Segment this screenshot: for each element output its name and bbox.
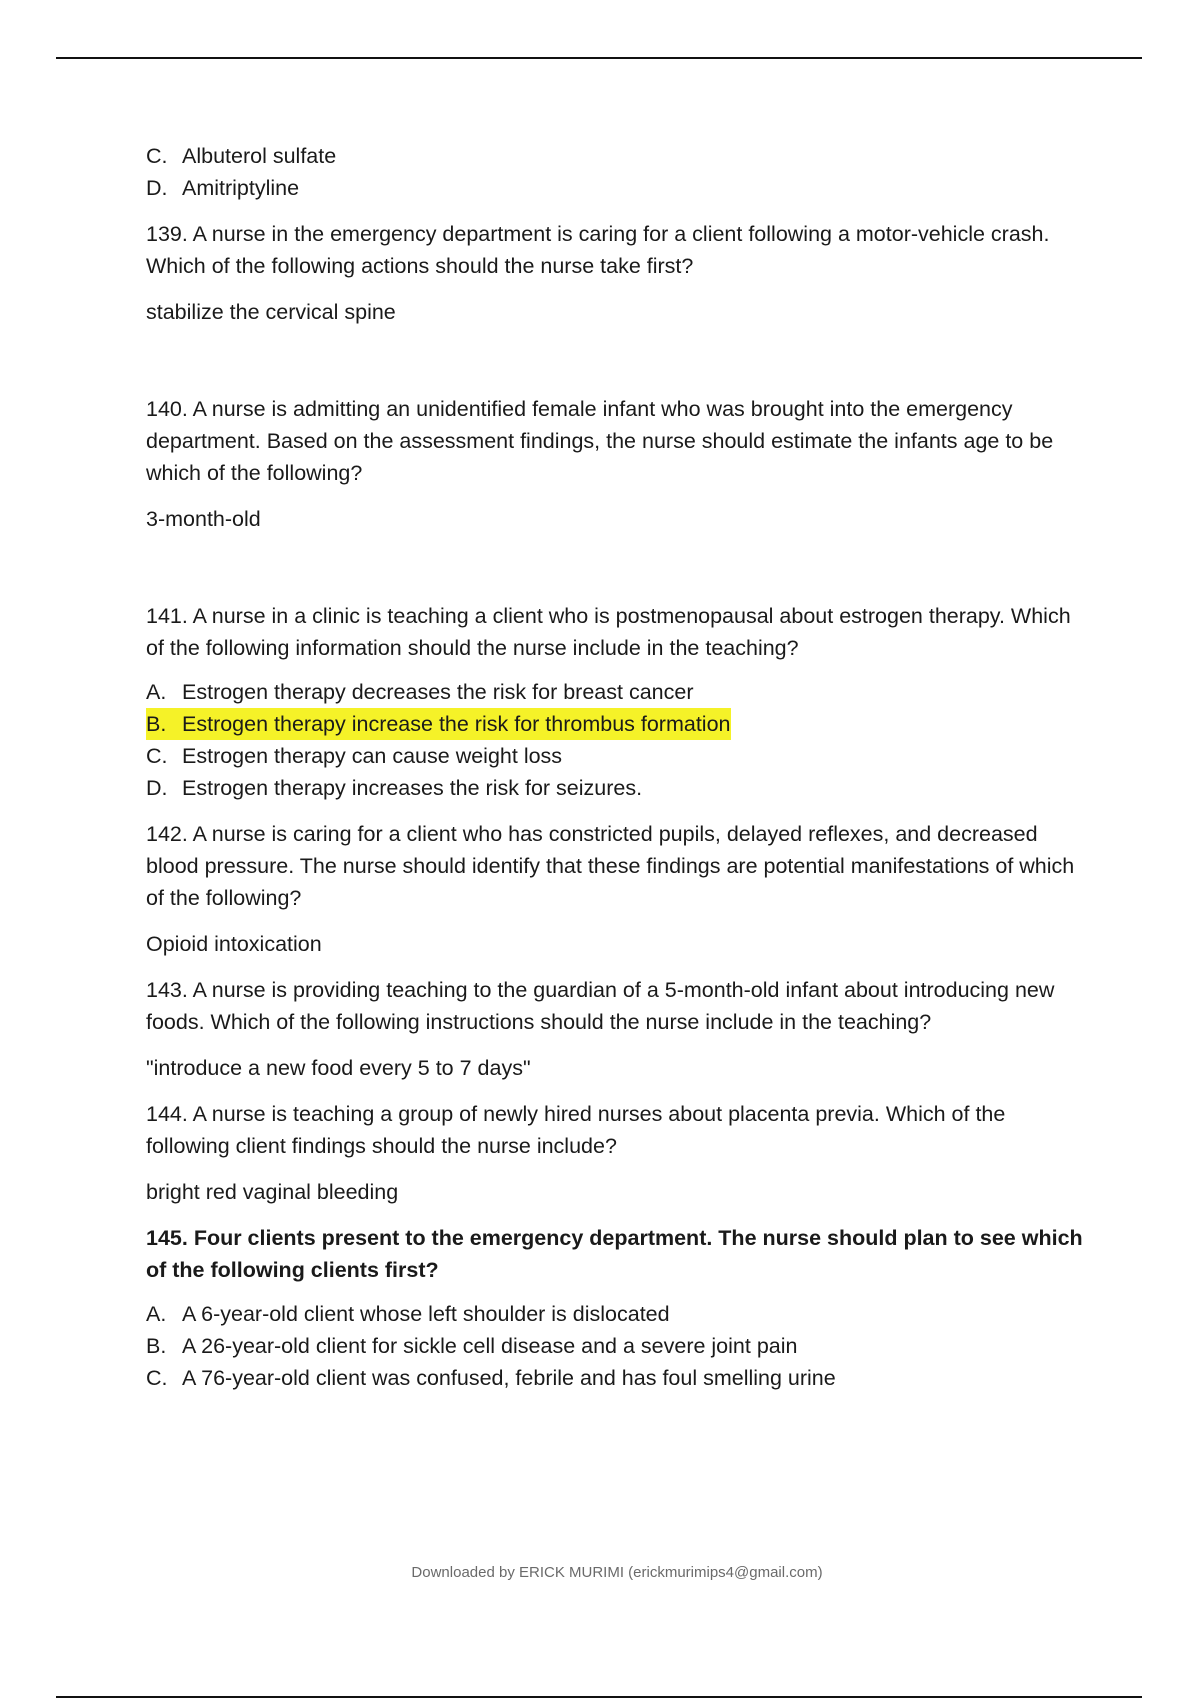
option-text: Estrogen therapy increase the risk for thrombus formation <box>182 712 731 736</box>
option-letter: C. <box>146 744 168 768</box>
option-letter: A. <box>146 680 167 704</box>
q144-answer: bright red vaginal bleeding <box>146 1180 399 1204</box>
option-letter: C. <box>146 144 168 168</box>
option-letter: B. <box>146 712 167 736</box>
q141-option-a <box>146 676 1092 708</box>
download-footer: Downloaded by ERICK MURIMI (erickmurimips4@gmail.com) <box>411 1564 823 1581</box>
q145-question: 145. Four clients present to the emergency department. The nurse should plan to see which of the following clients first? <box>146 1226 1083 1282</box>
q145-option-c <box>146 1362 1092 1394</box>
option-text: A 26-year-old client for sickle cell disease and a severe joint pain <box>182 1334 798 1358</box>
q138-option-c <box>146 140 1092 172</box>
option-text: Estrogen therapy increases the risk for seizures. <box>182 776 643 800</box>
q139-question: 139. A nurse in the emergency department is caring for a client following a motor-vehicle crash. Which of the following actions should the nurse take first? <box>146 222 1050 278</box>
q143-question: 143. A nurse is providing teaching to the guardian of a 5-month-old infant about introducing new foods. Which of the following instructions should the nurse include in the teaching? <box>146 978 1055 1034</box>
q141-option-c <box>146 740 1092 772</box>
q145-option-b <box>146 1330 1092 1362</box>
q141-question: 141. A nurse in a clinic is teaching a client who is postmenopausal about estrogen therapy. Which of the following information should the nurse include in the teaching? <box>146 604 1071 660</box>
option-letter: C. <box>146 1366 168 1390</box>
q138-option-d <box>146 172 1092 204</box>
top-rule <box>56 57 1142 59</box>
q141-option-b-highlighted <box>146 708 1092 740</box>
option-text: A 76-year-old client was confused, febrile and has foul smelling urine <box>182 1366 836 1390</box>
option-text: Albuterol sulfate <box>182 144 337 168</box>
option-text: A 6-year-old client whose left shoulder is dislocated <box>182 1302 670 1326</box>
option-text: Amitriptyline <box>182 176 300 200</box>
q140-answer: 3-month-old <box>146 507 261 531</box>
highlight-marker <box>146 708 731 740</box>
option-letter: B. <box>146 1334 167 1358</box>
option-letter: D. <box>146 176 168 200</box>
bottom-rule <box>56 1696 1142 1698</box>
q142-question: 142. A nurse is caring for a client who has constricted pupils, delayed reflexes, and decreased blood pressure. The nurse should identify that these findings are potential manifestations of which of the following? <box>146 822 1075 910</box>
option-letter: A. <box>146 1302 167 1326</box>
document-body <box>146 140 1092 1394</box>
q142-answer: Opioid intoxication <box>146 932 322 956</box>
option-text: Estrogen therapy decreases the risk for breast cancer <box>182 680 694 704</box>
q141-option-d <box>146 772 1092 804</box>
q144-question: 144. A nurse is teaching a group of newly hired nurses about placenta previa. Which of the following client findings should the nurse include? <box>146 1102 1006 1158</box>
option-text: Estrogen therapy can cause weight loss <box>182 744 563 768</box>
option-letter: D. <box>146 776 168 800</box>
q140-question: 140. A nurse is admitting an unidentified female infant who was brought into the emergency department. Based on the assessment findings, the nurse should estimate the infants age to be which of the following? <box>146 397 1054 485</box>
q145-option-a <box>146 1298 1092 1330</box>
q139-answer: stabilize the cervical spine <box>146 300 396 324</box>
q143-answer: "introduce a new food every 5 to 7 days" <box>146 1056 531 1080</box>
